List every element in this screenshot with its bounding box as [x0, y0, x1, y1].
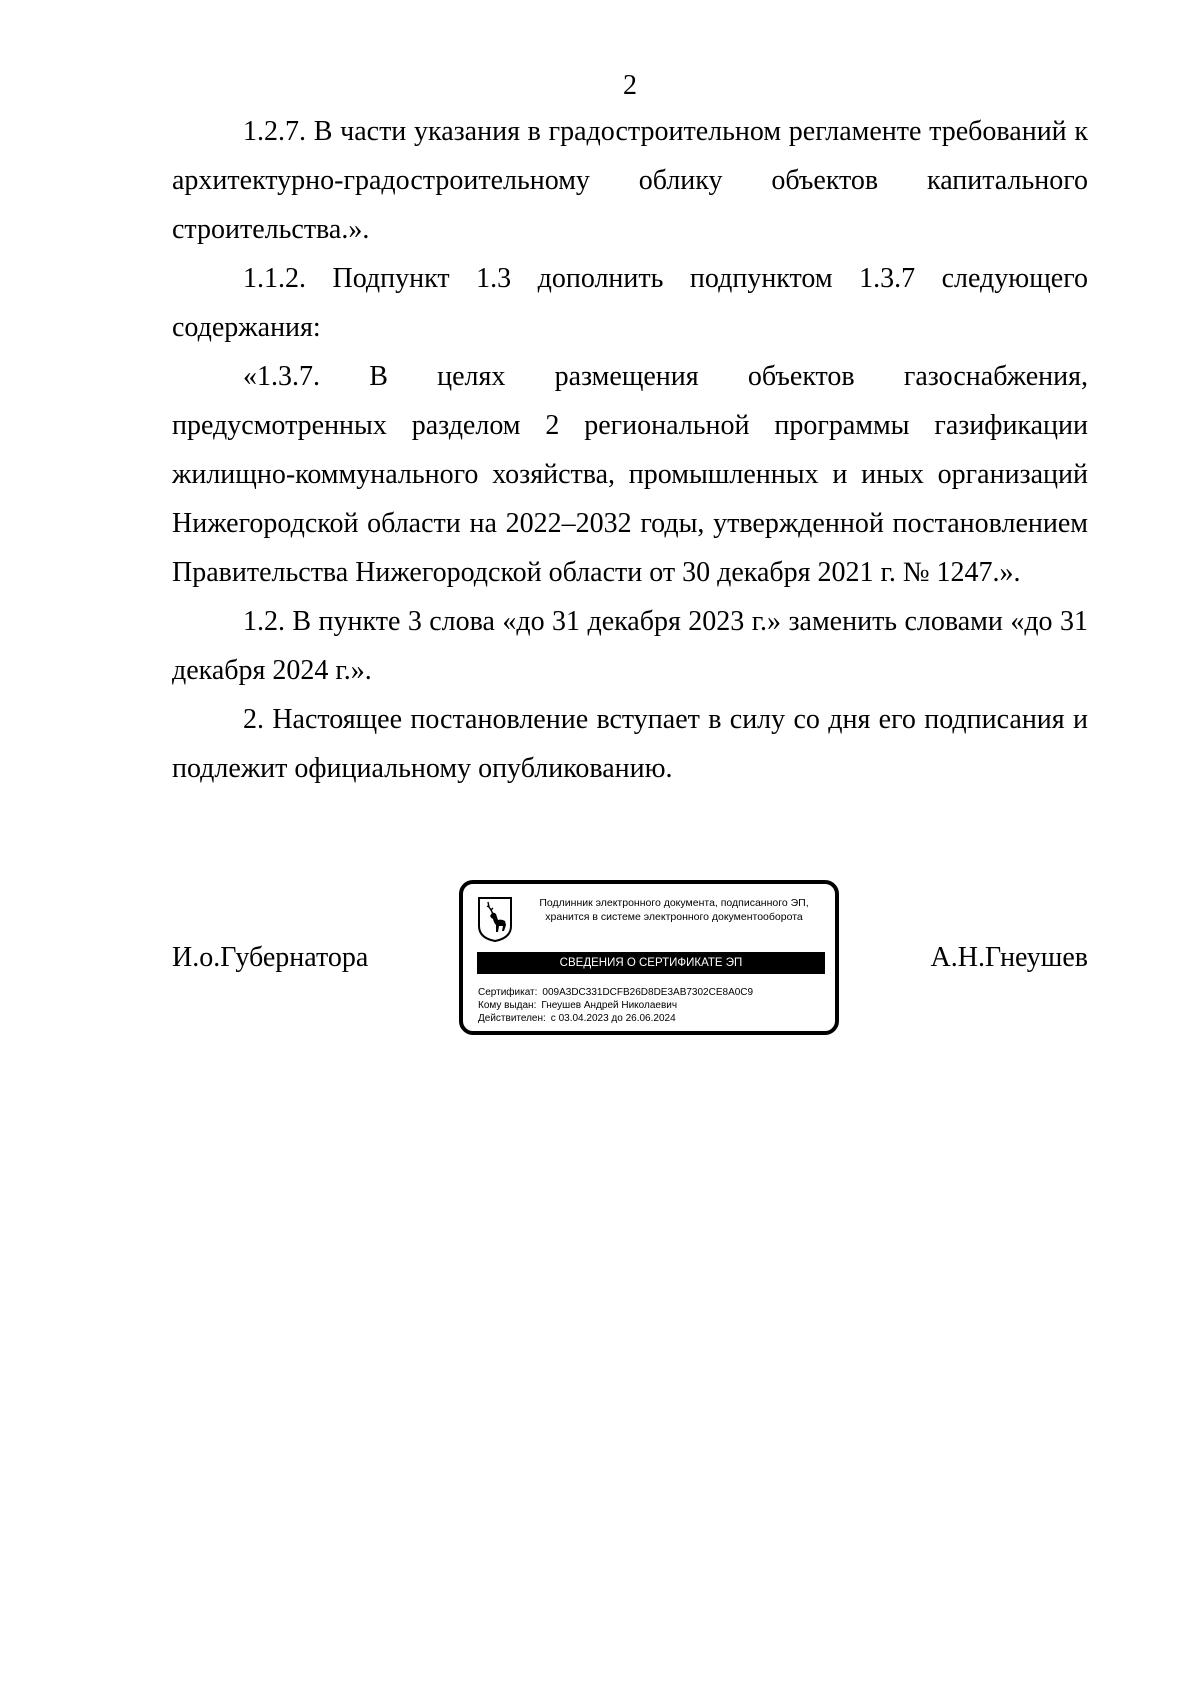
paragraph-2: 2. Настоящее постановление вступает в силу со дня его подписания и подлежит официальному опубликованию. — [172, 704, 1088, 784]
page-number: 2 — [623, 70, 637, 101]
stamp-certificate-bar: СВЕДЕНИЯ О СЕРТИФИКАТЕ ЭП — [477, 952, 825, 974]
deer-coat-of-arms-icon — [477, 896, 513, 942]
stamp-certificate-details — [478, 986, 753, 1025]
validity-value: с 03.04.2023 до 26.06.2024 — [550, 1013, 676, 1024]
paragraph-1-3-7: «1.3.7. В целях размещения объектов газоснабжения, предусмотренных разделом 2 региональной программы газификации жилищно-коммунального хозяйства, промышленных и иных организаций Нижегородской области на 2022–2032 годы, утвержденной постановлением Правительства Нижегородской области от 30 декабря 2021 г. № 1247.». — [172, 361, 1088, 588]
signer-title: И.о.Губернатора — [172, 942, 369, 973]
electronic-signature-stamp — [459, 880, 839, 1035]
stamp-header-line-1: Подлинник электронного документа, подписанного ЭП, — [539, 897, 809, 909]
paragraph-1-1-2: 1.1.2. Подпункт 1.3 дополнить подпунктом 1.3.7 следующего содержания: — [172, 263, 1088, 343]
stamp-header — [519, 896, 829, 924]
certificate-row — [478, 986, 753, 999]
issued-to-row — [478, 999, 753, 1012]
certificate-value: 009A3DC331DCFB26D8DE3AB7302CE8A0C9 — [542, 987, 754, 998]
paragraph-1-2: 1.2. В пункте 3 слова «до 31 декабря 2023 г.» заменить словами «до 31 декабря 2024 г.». — [172, 606, 1088, 686]
document-body — [172, 107, 1088, 793]
certificate-label: Сертификат: — [478, 987, 538, 998]
signer-name: А.Н.Гнеушев — [930, 942, 1088, 973]
paragraph-1-2-7: 1.2.7. В части указания в градостроительном регламенте требований к архитектурно-градостроительному облику объектов капитального строительства.». — [172, 116, 1088, 245]
issued-to-value: Гнеушев Андрей Николаевич — [541, 1000, 678, 1011]
issued-to-label: Кому выдан: — [478, 1000, 537, 1011]
stamp-header-line-2: хранится в системе электронного документооборота — [545, 911, 803, 923]
validity-row — [478, 1012, 753, 1025]
validity-label: Действителен: — [478, 1013, 546, 1024]
signature-block — [172, 880, 1088, 1050]
